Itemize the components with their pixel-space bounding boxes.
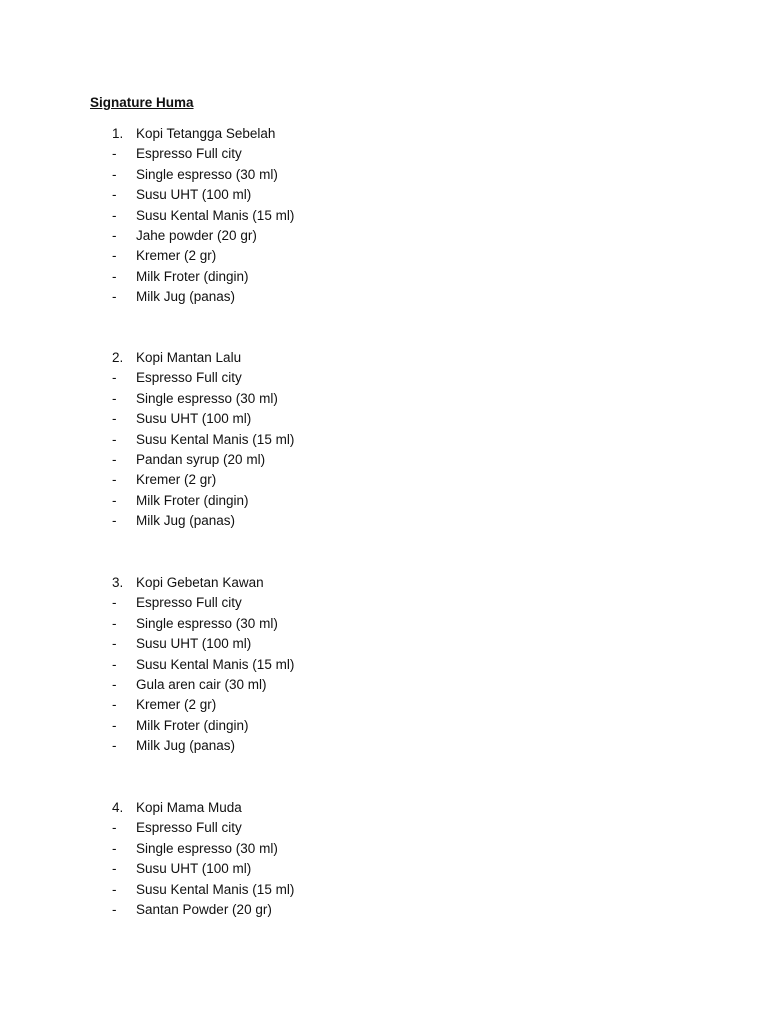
- ingredient-text: Susu Kental Manis (15 ml): [136, 207, 295, 223]
- ingredient-item: [0, 839, 768, 859]
- bullet-dash: -: [112, 697, 117, 713]
- ingredient-item: [0, 491, 768, 511]
- recipe-number: 2.: [112, 350, 124, 365]
- document-title: Signature Huma: [90, 95, 194, 110]
- bullet-dash: -: [112, 451, 117, 467]
- ingredient-text: Single espresso (30 ml): [136, 615, 278, 631]
- bullet-dash: -: [112, 370, 117, 386]
- bullet-dash: -: [112, 268, 117, 284]
- ingredient-text: Susu UHT (100 ml): [136, 411, 252, 427]
- bullet-dash: -: [112, 411, 117, 427]
- ingredient-item: [0, 389, 768, 409]
- ingredient-item: [0, 267, 768, 287]
- recipe-3: [0, 573, 768, 757]
- ingredient-item: [0, 185, 768, 205]
- ingredient-text: Kremer (2 gr): [136, 697, 217, 713]
- ingredient-text: Gula aren cair (30 ml): [136, 676, 267, 692]
- bullet-dash: -: [112, 187, 117, 203]
- ingredient-item: [0, 736, 768, 756]
- ingredient-item: [0, 226, 768, 246]
- bullet-dash: -: [112, 595, 117, 611]
- ingredient-text: Pandan syrup (20 ml): [136, 451, 266, 467]
- bullet-dash: -: [112, 146, 117, 162]
- recipe-name: Kopi Mama Muda: [136, 800, 242, 815]
- ingredient-text: Single espresso (30 ml): [136, 166, 278, 182]
- ingredient-item: [0, 634, 768, 654]
- bullet-dash: -: [112, 248, 117, 264]
- bullet-dash: -: [112, 861, 117, 877]
- recipe-heading: [0, 798, 768, 818]
- ingredient-text: Susu Kental Manis (15 ml): [136, 431, 295, 447]
- bullet-dash: -: [112, 901, 117, 917]
- ingredient-text: Milk Jug (panas): [136, 513, 236, 529]
- ingredient-text: Milk Froter (dingin): [136, 717, 249, 733]
- ingredient-text: Espresso Full city: [136, 370, 242, 386]
- ingredient-text: Susu UHT (100 ml): [136, 861, 252, 877]
- ingredient-item: [0, 409, 768, 429]
- bullet-dash: -: [112, 676, 117, 692]
- ingredient-item: [0, 246, 768, 266]
- ingredient-text: Susu UHT (100 ml): [136, 636, 252, 652]
- ingredient-text: Single espresso (30 ml): [136, 390, 278, 406]
- ingredient-item: [0, 144, 768, 164]
- ingredient-text: Espresso Full city: [136, 820, 242, 836]
- ingredient-item: [0, 511, 768, 531]
- recipe-2: [0, 348, 768, 532]
- bullet-dash: -: [112, 636, 117, 652]
- bullet-dash: -: [112, 472, 117, 488]
- bullet-dash: -: [112, 289, 117, 305]
- ingredient-text: Susu UHT (100 ml): [136, 187, 252, 203]
- recipe-name: Kopi Tetangga Sebelah: [136, 126, 276, 141]
- recipe-number: 4.: [112, 800, 124, 815]
- bullet-dash: -: [112, 881, 117, 897]
- ingredient-item: [0, 450, 768, 470]
- ingredient-item: [0, 655, 768, 675]
- ingredient-item: [0, 430, 768, 450]
- bullet-dash: -: [112, 615, 117, 631]
- recipe-number: 3.: [112, 575, 124, 590]
- ingredient-item: [0, 675, 768, 695]
- ingredient-text: Milk Froter (dingin): [136, 268, 249, 284]
- ingredient-item: [0, 287, 768, 307]
- bullet-dash: -: [112, 431, 117, 447]
- ingredient-item: [0, 593, 768, 613]
- ingredient-text: Milk Jug (panas): [136, 289, 236, 305]
- ingredient-text: Single espresso (30 ml): [136, 840, 278, 856]
- ingredient-text: Espresso Full city: [136, 146, 242, 162]
- bullet-dash: -: [112, 840, 117, 856]
- bullet-dash: -: [112, 227, 117, 243]
- ingredient-text: Milk Jug (panas): [136, 738, 236, 754]
- ingredient-item: [0, 368, 768, 388]
- bullet-dash: -: [112, 492, 117, 508]
- ingredient-item: [0, 614, 768, 634]
- bullet-dash: -: [112, 513, 117, 529]
- ingredient-item: [0, 859, 768, 879]
- bullet-dash: -: [112, 207, 117, 223]
- ingredient-item: [0, 470, 768, 490]
- bullet-dash: -: [112, 738, 117, 754]
- ingredient-text: Kremer (2 gr): [136, 248, 217, 264]
- ingredient-item: [0, 880, 768, 900]
- ingredient-text: Susu Kental Manis (15 ml): [136, 881, 295, 897]
- recipe-heading: [0, 124, 768, 144]
- recipe-name: Kopi Mantan Lalu: [136, 350, 242, 365]
- recipe-heading: [0, 573, 768, 593]
- ingredient-item: [0, 716, 768, 736]
- ingredient-text: Susu Kental Manis (15 ml): [136, 656, 295, 672]
- ingredient-text: Espresso Full city: [136, 595, 242, 611]
- ingredient-text: Jahe powder (20 gr): [136, 227, 257, 243]
- bullet-dash: -: [112, 717, 117, 733]
- ingredient-item: [0, 818, 768, 838]
- bullet-dash: -: [112, 656, 117, 672]
- bullet-dash: -: [112, 390, 117, 406]
- recipe-1: [0, 124, 768, 308]
- recipe-number: 1.: [112, 126, 124, 141]
- ingredient-text: Santan Powder (20 gr): [136, 901, 272, 917]
- ingredient-text: Milk Froter (dingin): [136, 492, 249, 508]
- ingredient-item: [0, 206, 768, 226]
- ingredient-item: [0, 900, 768, 920]
- ingredient-item: [0, 695, 768, 715]
- bullet-dash: -: [112, 166, 117, 182]
- recipe-4: [0, 798, 768, 920]
- ingredient-item: [0, 165, 768, 185]
- bullet-dash: -: [112, 820, 117, 836]
- ingredient-text: Kremer (2 gr): [136, 472, 217, 488]
- recipe-heading: [0, 348, 768, 368]
- recipe-name: Kopi Gebetan Kawan: [136, 575, 264, 590]
